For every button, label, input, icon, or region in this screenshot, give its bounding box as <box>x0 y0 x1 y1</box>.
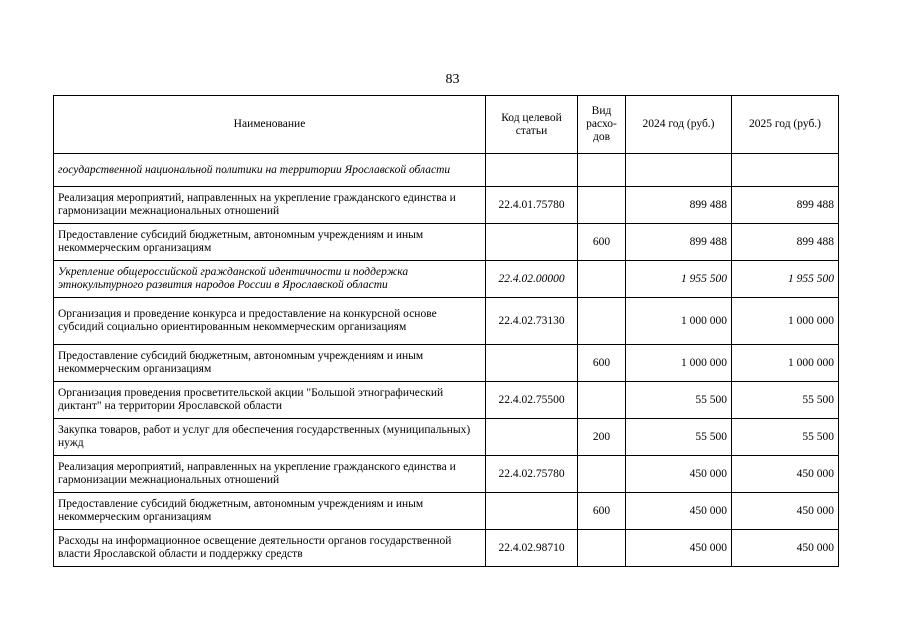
cell-2025: 1 955 500 <box>732 261 839 298</box>
table-row <box>54 298 839 345</box>
cell-code <box>486 345 578 382</box>
cell-2024: 450 000 <box>626 456 732 493</box>
cell-2024: 450 000 <box>626 530 732 567</box>
cell-2025: 899 488 <box>732 224 839 261</box>
header-2024: 2024 год (руб.) <box>626 96 732 154</box>
cell-2024: 1 000 000 <box>626 345 732 382</box>
table-row <box>54 345 839 382</box>
header-name: Наименование <box>54 96 486 154</box>
cell-expense-type <box>578 382 626 419</box>
cell-name: Укрепление общероссийской гражданской идентичности и поддержка этнокультурного развития народов России в Ярославской области <box>54 261 486 298</box>
cell-name: государственной национальной политики на территории Ярославской области <box>54 154 486 187</box>
budget-table <box>53 95 839 567</box>
table-row <box>54 154 839 187</box>
cell-2024: 55 500 <box>626 419 732 456</box>
cell-code: 22.4.01.75780 <box>486 187 578 224</box>
table-row <box>54 419 839 456</box>
header-expense-type: Вид расхо-дов <box>578 96 626 154</box>
table-row <box>54 261 839 298</box>
cell-2024: 450 000 <box>626 493 732 530</box>
cell-2025: 55 500 <box>732 419 839 456</box>
cell-2025 <box>732 154 839 187</box>
cell-name: Реализация мероприятий, направленных на укрепление гражданского единства и гармонизации межнациональных отношений <box>54 187 486 224</box>
cell-2025: 55 500 <box>732 382 839 419</box>
cell-code <box>486 224 578 261</box>
cell-code: 22.4.02.00000 <box>486 261 578 298</box>
cell-code: 22.4.02.98710 <box>486 530 578 567</box>
cell-expense-type: 600 <box>578 493 626 530</box>
page-number: 83 <box>445 72 460 87</box>
cell-code: 22.4.02.75500 <box>486 382 578 419</box>
table-header-row <box>54 96 839 154</box>
table-row <box>54 493 839 530</box>
table-row <box>54 187 839 224</box>
cell-name: Предоставление субсидий бюджетным, автономным учреждениям и иным некоммерческим организациям <box>54 493 486 530</box>
cell-2024: 899 488 <box>626 224 732 261</box>
cell-expense-type <box>578 154 626 187</box>
cell-code <box>486 419 578 456</box>
cell-2024: 1 000 000 <box>626 298 732 345</box>
cell-code: 22.4.02.75780 <box>486 456 578 493</box>
cell-expense-type <box>578 456 626 493</box>
cell-2025: 450 000 <box>732 456 839 493</box>
cell-2024 <box>626 154 732 187</box>
cell-2024: 1 955 500 <box>626 261 732 298</box>
cell-name: Организация и проведение конкурса и предоставление на конкурсной основе субсидий социально ориентированным некоммерческим организациям <box>54 298 486 345</box>
cell-code <box>486 154 578 187</box>
cell-code <box>486 493 578 530</box>
cell-name: Реализация мероприятий, направленных на укрепление гражданского единства и гармонизации межнациональных отношений <box>54 456 486 493</box>
cell-2025: 1 000 000 <box>732 298 839 345</box>
cell-code: 22.4.02.73130 <box>486 298 578 345</box>
cell-name: Закупка товаров, работ и услуг для обеспечения государственных (муниципальных) нужд <box>54 419 486 456</box>
cell-expense-type <box>578 298 626 345</box>
cell-expense-type <box>578 261 626 298</box>
header-2025: 2025 год (руб.) <box>732 96 839 154</box>
cell-name: Расходы на информационное освещение деятельности органов государственной власти Ярославской области и поддержку средств <box>54 530 486 567</box>
cell-2024: 899 488 <box>626 187 732 224</box>
table-body <box>54 154 839 567</box>
cell-expense-type: 200 <box>578 419 626 456</box>
table-row <box>54 382 839 419</box>
cell-2025: 1 000 000 <box>732 345 839 382</box>
cell-expense-type <box>578 187 626 224</box>
cell-name: Предоставление субсидий бюджетным, автономным учреждениям и иным некоммерческим организациям <box>54 345 486 382</box>
cell-2025: 899 488 <box>732 187 839 224</box>
table-row <box>54 456 839 493</box>
cell-2024: 55 500 <box>626 382 732 419</box>
cell-expense-type: 600 <box>578 345 626 382</box>
cell-name: Предоставление субсидий бюджетным, автономным учреждениям и иным некоммерческим организациям <box>54 224 486 261</box>
cell-name: Организация проведения просветительской акции "Большой этнографический диктант" на территории Ярославской области <box>54 382 486 419</box>
cell-2025: 450 000 <box>732 530 839 567</box>
header-code: Код целевой статьи <box>486 96 578 154</box>
cell-2025: 450 000 <box>732 493 839 530</box>
cell-expense-type: 600 <box>578 224 626 261</box>
cell-expense-type <box>578 530 626 567</box>
table-row <box>54 530 839 567</box>
table-row <box>54 224 839 261</box>
